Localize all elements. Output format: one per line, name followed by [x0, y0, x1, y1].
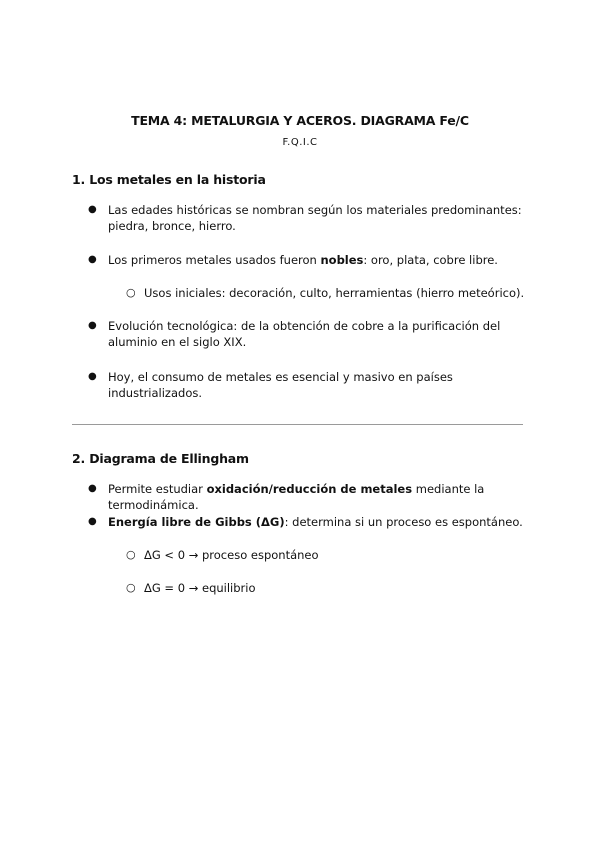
sub-bullet-text: ΔG < 0 → proceso espontáneo: [144, 548, 319, 562]
sub-bullet-marker: ○: [126, 548, 136, 561]
bullet-text: [108, 252, 528, 268]
sub-bullet-text: Usos iniciales: decoración, culto, herramientas (hierro meteórico).: [144, 286, 525, 300]
horizontal-divider: [72, 424, 523, 425]
sub-bullet-text: ΔG = 0 → equilibrio: [144, 581, 256, 595]
sub-bullet-marker: ○: [126, 581, 136, 594]
section-1-heading: 1. Los metales en la historia: [72, 172, 266, 187]
bullet-text-post: mediante la termodinámica.: [108, 482, 485, 512]
bullet-text-pre: Permite estudiar: [108, 482, 207, 496]
bullet-text-pre: Los primeros metales usados fueron: [108, 253, 321, 267]
section-2-heading: 2. Diagrama de Ellingham: [72, 451, 249, 466]
bullet-text: Las edades históricas se nombran según los materiales predominantes: piedra, bronce, hierro.: [108, 203, 522, 233]
document-subtitle: F.Q.I.C: [282, 137, 318, 148]
bullet-marker: ●: [88, 371, 97, 382]
bullet-text-post: : oro, plata, cobre libre.: [363, 253, 498, 267]
bullet-text: Hoy, el consumo de metales es esencial y masivo en países industrializados.: [108, 370, 453, 400]
bullet-text: [108, 481, 528, 513]
document-title: TEMA 4: METALURGIA Y ACEROS. DIAGRAMA Fe/C: [131, 113, 469, 128]
bullet-text: [108, 514, 528, 530]
bullet-text: Evolución tecnológica: de la obtención de cobre a la purificación del aluminio en el siglo XIX.: [108, 319, 501, 349]
bullet-marker: ●: [88, 483, 97, 494]
bullet-marker: ●: [88, 204, 97, 215]
bullet-marker: ●: [88, 516, 97, 527]
bullet-text-bold: oxidación/reducción de metales: [206, 482, 413, 496]
bullet-marker: ●: [88, 320, 97, 331]
bullet-text-post: : determina si un proceso es espontáneo.: [284, 515, 523, 529]
bullet-text-bold: nobles: [320, 253, 364, 267]
bullet-text-bold: Energía libre de Gibbs (ΔG): [108, 515, 285, 529]
sub-bullet-marker: ○: [126, 286, 136, 299]
bullet-marker: ●: [88, 254, 97, 265]
